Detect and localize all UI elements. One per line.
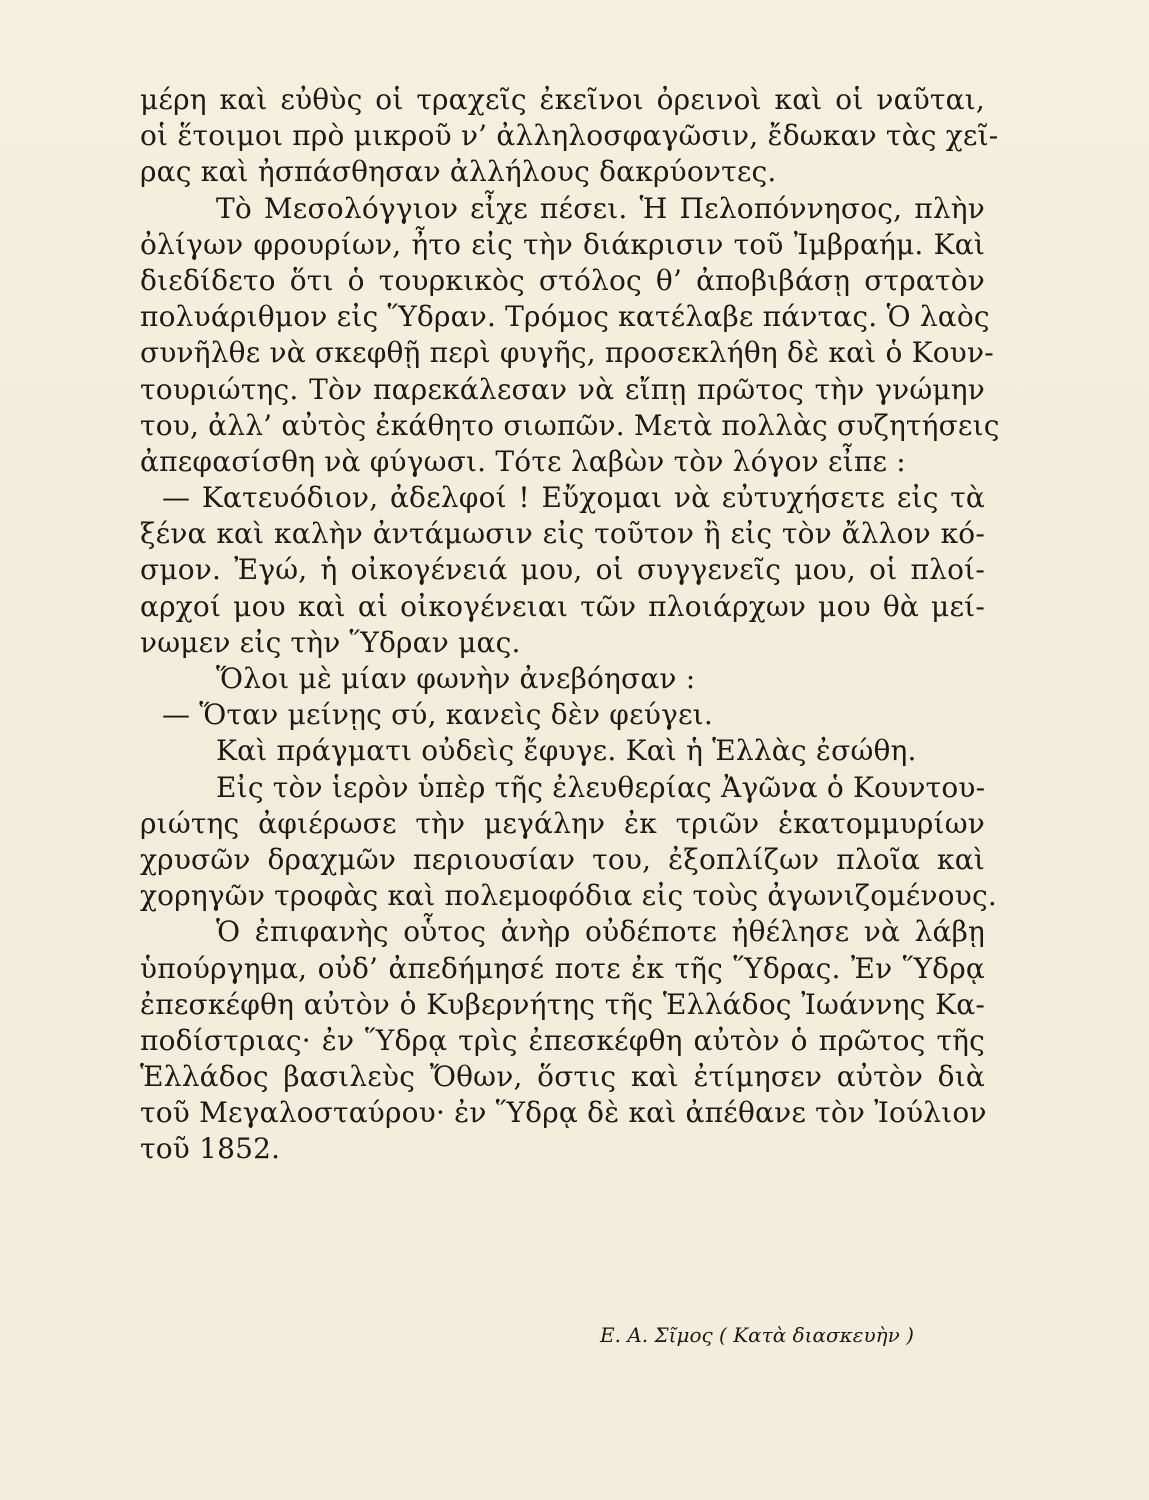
text-line: ποδίστριας· ἐν Ὕδρᾳ τρὶς ἐπεσκέφθη αὐτὸν ὁ πρῶτος τῆς [140, 1023, 985, 1057]
text-line: χορηγῶν τροφὰς καὶ πολεμοφόδια εἰς τοὺς ἀγωνιζομένους. [140, 879, 997, 913]
dialogue-line: — Ὅταν μείνῃς σύ, κανεὶς δὲν φεύγει. [162, 698, 713, 732]
text-line: Ἑλλάδος βασιλεὺς Ὄθων, ὅστις καὶ ἐτίμησεν αὐτὸν διὰ [140, 1060, 985, 1094]
text-line: Ὅλοι μὲ μίαν φωνὴν ἀνεβόησαν : [216, 662, 696, 695]
text-line: οἱ ἕτοιμοι πρὸ μικροῦ ν’ ἀλληλοσφαγῶσιν, ἔδωκαν τὰς χεῖ- [140, 119, 999, 153]
text-line: ἀπεφασίσθη νὰ φύγωσι. Τότε λαβὼν τὸν λόγον εἶπε : [140, 444, 906, 478]
text-line: τουριώτης. Τὸν παρεκάλεσαν νὰ εἴπῃ πρῶτος τὴν γνώμην [140, 372, 985, 406]
text-line: χρυσῶν δραχμῶν περιουσίαν του, ἐξοπλίζων πλοῖα καὶ [140, 842, 985, 876]
text-line: ξένα καὶ καλὴν ἀντάμωσιν εἰς τοῦτον ἢ εἰς τὸν ἄλλον κό- [140, 517, 985, 551]
text-line: Τὸ Μεσολόγγιον εἶχε πέσει. Ἡ Πελοπόννησος, πλὴν [216, 191, 985, 225]
text-line: τοῦ Μεγαλοσταύρου· ἐν Ὕδρᾳ δὲ καὶ ἀπέθανε τὸν Ἰούλιον [140, 1096, 987, 1130]
text-line: νωμεν εἰς τὴν Ὕδραν μας. [140, 625, 521, 659]
dialogue-line: — Κατευόδιον, ἀδελφοί ! Εὔχομαι νὰ εὐτυχήσετε εἰς τὰ [162, 481, 985, 515]
author-signature: Ε. Α. Σῖμος ( Κατὰ διασκευὴν ) [600, 1323, 914, 1347]
text-line: πολυάριθμον εἰς Ὕδραν. Τρόμος κατέλαβε πάντας. Ὁ λαὸς [140, 300, 990, 334]
text-line: ρας καὶ ἠσπάσθησαν ἀλλήλους δακρύοντες. [140, 155, 777, 189]
text-line: ριώτης ἀφιέρωσε τὴν μεγάλην ἐκ τριῶν ἑκατομμυρίων [140, 806, 985, 840]
body-text [140, 82, 1000, 1168]
text-line: Καὶ πράγματι οὐδεὶς ἔφυγε. Καὶ ἡ Ἑλλὰς ἐσώθη. [216, 734, 917, 768]
text-line: σμον. Ἐγώ, ἡ οἰκογένειά μου, οἱ συγγενεῖς μου, οἱ πλοί- [140, 553, 985, 587]
text-line: τοῦ 1852. [140, 1132, 281, 1166]
text-line: ἐπεσκέφθη αὐτὸν ὁ Κυβερνήτης τῆς Ἑλλάδος Ἰωάννης Κα- [140, 987, 985, 1021]
text-line: του, ἀλλ’ αὐτὸς ἐκάθητο σιωπῶν. Μετὰ πολλὰς συζητήσεις [140, 408, 1000, 442]
text-line: Εἰς τὸν ἱερὸν ὑπὲρ τῆς ἐλευθερίας Ἀγῶνα ὁ Κουντου- [216, 770, 986, 804]
text-line: μέρη καὶ εὐθὺς οἱ τραχεῖς ἐκεῖνοι ὀρεινοὶ καὶ οἱ ναῦται, [140, 83, 985, 116]
text-line: συνῆλθε νὰ σκεφθῇ περὶ φυγῆς, προσεκλήθη δὲ καὶ ὁ Κουν- [140, 336, 994, 370]
text-line: ὀλίγων φρουρίων, ἦτο εἰς τὴν διάκρισιν τοῦ Ἰμβραήμ. Καὶ [140, 227, 985, 261]
text-line: αρχοί μου καὶ αἱ οἰκογένειαι τῶν πλοιάρχων μου θὰ μεί- [140, 589, 985, 623]
text-line: διεδίδετο ὅτι ὁ τουρκικὸς στόλος θ’ ἀποβιβάσῃ στρατὸν [140, 263, 985, 297]
text-line: ὑπούργημα, οὐδ’ ἀπεδήμησέ ποτε ἐκ τῆς Ὕδρας. Ἐν Ὕδρᾳ [140, 951, 985, 985]
text-line: Ὁ ἐπιφανὴς οὗτος ἀνὴρ οὐδέποτε ἠθέλησε νὰ λάβῃ [216, 915, 985, 949]
